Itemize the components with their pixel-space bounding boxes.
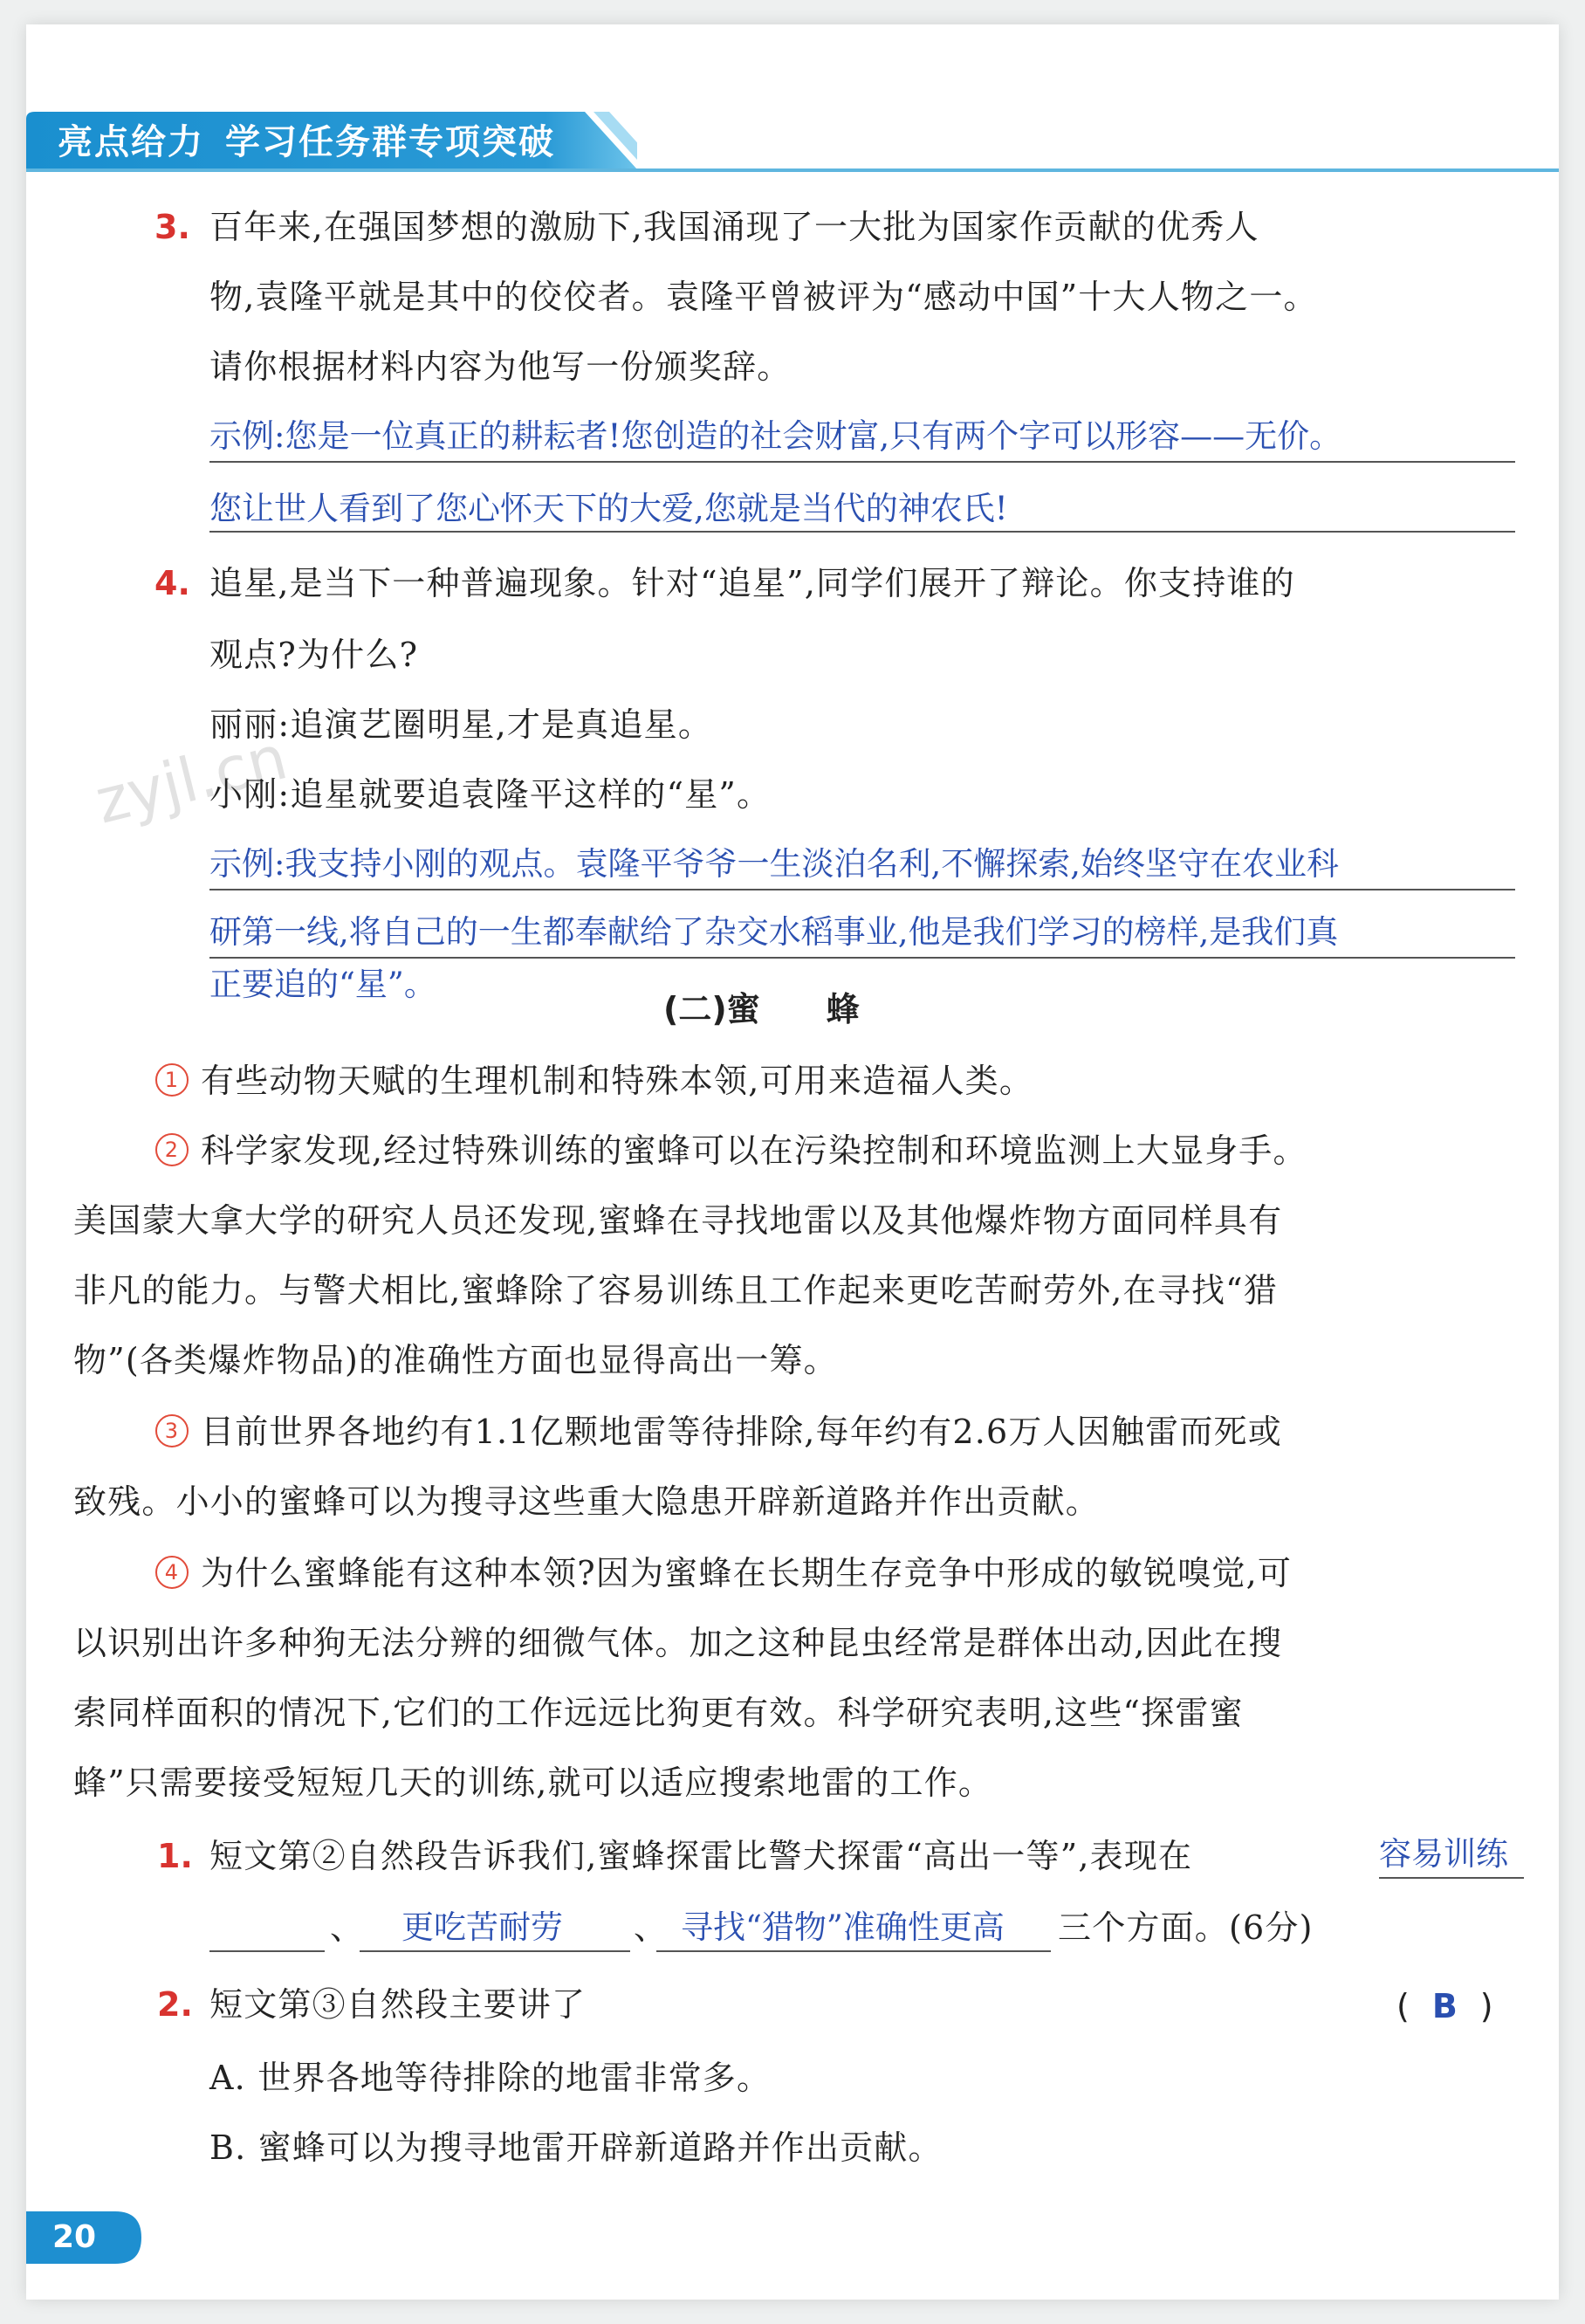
qb1-blank1-rule-cont [209, 1950, 325, 1952]
q4-answer-line1: 示例:我支持小刚的观点。袁隆平爷爷一生淡泊名利,不懈探索,始终坚守在农业科 [209, 845, 1339, 883]
q3-answer-rule2 [209, 531, 1515, 533]
q3-line3: 请你根据材料内容为他写一份颁奖辞。 [209, 347, 792, 386]
paragraph-1-marker: 1 [155, 1063, 189, 1097]
paragraph-3-line2: 致残。小小的蜜蜂可以为搜寻这些重大隐患开辟新道路并作出贡献。 [73, 1482, 1101, 1521]
q4-xiaogang: 小刚:追星就要追袁隆平这样的“星”。 [209, 775, 772, 814]
paragraph-2-text: 科学家发现,经过特殊训练的蜜蜂可以在污染控制和环境监测上大显身手。 [201, 1131, 1307, 1170]
paragraph-4-marker: 4 [155, 1556, 189, 1589]
paragraph-4-line3: 索同样面积的情况下,它们的工作远远比狗更有效。科学研究表明,这些“探雷蜜 [73, 1694, 1244, 1732]
paragraph-4-line4: 蜂”只需要接受短短几天的训练,就可以适应搜索地雷的工作。 [73, 1764, 993, 1802]
watermark: zyjl.cn [88, 721, 294, 838]
qb1-separator1: 、 [330, 1908, 364, 1947]
qb2-answer-bracket [1396, 1982, 1493, 2031]
q3-line1: 百年来,在强国梦想的激励下,我国涌现了一大批为国家作贡献的优秀人 [209, 208, 1259, 246]
q3-number: 3. [154, 208, 190, 246]
qb2-text: 短文第③自然段主要讲了 [209, 1985, 587, 2024]
qb1-blank1-rule [1379, 1877, 1524, 1879]
paragraph-2-line3: 非凡的能力。与警犬相比,蜜蜂除了容易训练且工作起来更吃苦耐劳外,在寻找“猎 [73, 1271, 1278, 1310]
qb2-paren-close: ) [1479, 1987, 1493, 2025]
page-number: 20 [52, 2219, 97, 2255]
qb2-option-a: A. 世界各地等待排除的地雷非常多。 [209, 2059, 772, 2097]
qb1-blank2-rule [360, 1950, 630, 1952]
q4-line1: 追星,是当下一种普遍现象。针对“追星”,同学们展开了辩论。你支持谁的 [209, 564, 1295, 602]
qb2-option-b: B. 蜜蜂可以为搜寻地雷开辟新道路并作出贡献。 [209, 2128, 943, 2167]
q3-answer-line1: 示例:您是一位真正的耕耘者!您创造的社会财富,只有两个字可以形容——无价。 [209, 417, 1342, 455]
paragraph-3-marker: 3 [155, 1414, 189, 1447]
paragraph-4-line2: 以识别出许多种狗无法分辨的细微气体。加之这种昆虫经常是群体出动,因此在搜 [73, 1624, 1283, 1662]
qb2-number: 2. [157, 1985, 193, 2024]
qb1-blank2-answer: 更吃苦耐劳 [401, 1908, 563, 1946]
qb1-blank3-answer: 寻找“猎物”准确性更高 [681, 1908, 1005, 1946]
q4-answer-line2: 研第一线,将自己的一生都奉献给了杂交水稻事业,他是我们学习的榜样,是我们真 [209, 913, 1339, 951]
qb2-answer: B [1431, 1987, 1458, 2025]
qb1-blank1-answer: 容易训练 [1379, 1835, 1508, 1873]
qb1-blank3-rule [656, 1950, 1051, 1952]
qb2-paren-open: ( [1396, 1987, 1410, 2025]
paragraph-1 [155, 1056, 1033, 1105]
header-title [58, 119, 555, 166]
paragraph-2-line1 [155, 1126, 1307, 1175]
q4-answer-line3: 正要追的“星”。 [209, 966, 436, 1003]
qb1-text: 短文第②自然段告诉我们,蜜蜂探雷比警犬探雷“高出一等”,表现在 [209, 1837, 1193, 1875]
paragraph-2-line2: 美国蒙大拿大学的研究人员还发现,蜜蜂在寻找地雷以及其他爆炸物方面同样具有 [73, 1201, 1283, 1240]
paragraph-1-text: 有些动物天赋的生理机制和特殊本领,可用来造福人类。 [201, 1062, 1034, 1100]
qb1-tail: 三个方面。(6分) [1058, 1908, 1314, 1947]
paragraph-2-line4: 物”(各类爆炸物品)的准确性方面也显得高出一筹。 [73, 1341, 838, 1379]
qb1-number: 1. [157, 1837, 193, 1875]
passage-title: (二)蜜 蜂 [663, 990, 860, 1028]
paragraph-3-text: 目前世界各地约有1.1亿颗地雷等待排除,每年约有2.6万人因触雷而死或 [201, 1413, 1282, 1451]
q3-answer-rule1 [209, 461, 1515, 463]
q4-line2: 观点?为什么? [209, 636, 419, 674]
header-underline [26, 168, 1559, 172]
qb1-separator2: 、 [634, 1908, 668, 1947]
q3-answer-line2: 您让世人看到了您心怀天下的大爱,您就是当代的神农氏! [209, 490, 1008, 527]
paragraph-4-text: 为什么蜜蜂能有这种本领?因为蜜蜂在长期生存竞争中形成的敏锐嗅觉,可 [201, 1554, 1293, 1592]
q3-line2: 物,袁隆平就是其中的佼佼者。袁隆平曾被评为“感动中国”十大人物之一。 [209, 278, 1318, 316]
paragraph-3-line1 [155, 1407, 1282, 1456]
q4-answer-rule2 [209, 957, 1515, 959]
header-subtitle: 学习任务群专项突破 [225, 122, 555, 162]
paragraph-2-marker: 2 [155, 1133, 189, 1166]
q4-lili: 丽丽:追演艺圈明星,才是真追星。 [209, 705, 713, 744]
q4-number: 4. [154, 564, 190, 602]
paragraph-4-line1 [155, 1549, 1292, 1598]
q4-answer-rule1 [209, 889, 1515, 890]
header-title-main: 亮点给力 [58, 122, 204, 162]
